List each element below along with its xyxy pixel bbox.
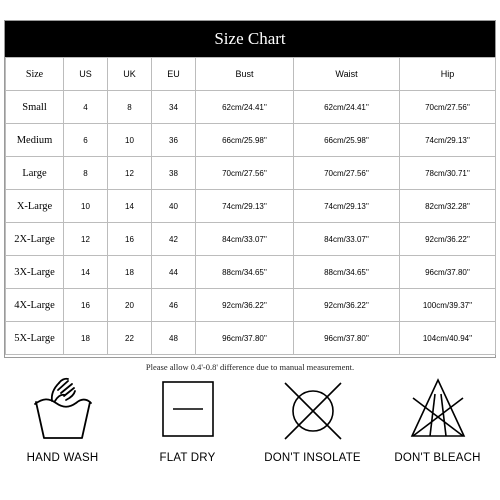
care-label-dont-bleach: DON'T BLEACH <box>394 452 481 464</box>
size-chart <box>4 20 496 372</box>
column-header-eu: EU <box>152 58 196 91</box>
table-row <box>6 91 496 124</box>
uk-cell: 8 <box>108 91 152 124</box>
eu-cell: 36 <box>152 124 196 157</box>
size-cell: 2X-Large <box>6 223 64 256</box>
waist-cell: 96cm/37.80'' <box>294 322 400 355</box>
care-item-flat-dry <box>125 368 250 500</box>
us-cell: 4 <box>64 91 108 124</box>
eu-cell: 38 <box>152 157 196 190</box>
table-row <box>6 190 496 223</box>
table-row <box>6 223 496 256</box>
bust-cell: 96cm/37.80'' <box>196 322 294 355</box>
eu-cell: 46 <box>152 289 196 322</box>
size-cell: Medium <box>6 124 64 157</box>
table-header-row <box>6 58 496 91</box>
column-header-hip: Hip <box>400 58 496 91</box>
uk-cell: 14 <box>108 190 152 223</box>
column-header-size: Size <box>6 58 64 91</box>
waist-cell: 62cm/24.41'' <box>294 91 400 124</box>
us-cell: 12 <box>64 223 108 256</box>
eu-cell: 42 <box>152 223 196 256</box>
waist-cell: 74cm/29.13'' <box>294 190 400 223</box>
care-label-flat-dry: FLAT DRY <box>159 452 216 464</box>
do-not-bleach-icon <box>407 374 469 444</box>
uk-cell: 12 <box>108 157 152 190</box>
uk-cell: 16 <box>108 223 152 256</box>
us-cell: 10 <box>64 190 108 223</box>
bust-cell: 84cm/33.07'' <box>196 223 294 256</box>
uk-cell: 20 <box>108 289 152 322</box>
care-item-hand-wash <box>0 368 125 500</box>
do-not-tumble-dry-icon <box>282 374 344 444</box>
bust-cell: 74cm/29.13'' <box>196 190 294 223</box>
waist-cell: 88cm/34.65'' <box>294 256 400 289</box>
hip-cell: 96cm/37.80'' <box>400 256 496 289</box>
size-cell: X-Large <box>6 190 64 223</box>
us-cell: 18 <box>64 322 108 355</box>
table-row <box>6 124 496 157</box>
us-cell: 16 <box>64 289 108 322</box>
table-row <box>6 289 496 322</box>
hip-cell: 100cm/39.37'' <box>400 289 496 322</box>
eu-cell: 40 <box>152 190 196 223</box>
hip-cell: 92cm/36.22'' <box>400 223 496 256</box>
bust-cell: 62cm/24.41'' <box>196 91 294 124</box>
hip-cell: 104cm/40.94'' <box>400 322 496 355</box>
care-item-dont-bleach <box>375 368 500 500</box>
size-chart-title: Size Chart <box>5 21 495 57</box>
size-cell: Small <box>6 91 64 124</box>
column-header-uk: UK <box>108 58 152 91</box>
size-cell: 3X-Large <box>6 256 64 289</box>
eu-cell: 34 <box>152 91 196 124</box>
flat-dry-icon <box>157 374 219 444</box>
bust-cell: 66cm/25.98'' <box>196 124 294 157</box>
size-cell: 4X-Large <box>6 289 64 322</box>
measurement-note: Please allow 0.4'-0.8' difference due to manual measurement. <box>145 361 355 372</box>
table-row <box>6 157 496 190</box>
hip-cell: 82cm/32.28'' <box>400 190 496 223</box>
waist-cell: 70cm/27.56'' <box>294 157 400 190</box>
column-header-waist: Waist <box>294 58 400 91</box>
care-instructions <box>0 368 500 500</box>
waist-cell: 92cm/36.22'' <box>294 289 400 322</box>
us-cell: 8 <box>64 157 108 190</box>
us-cell: 6 <box>64 124 108 157</box>
table-row <box>6 322 496 355</box>
care-label-hand-wash: HAND WASH <box>26 452 99 464</box>
size-cell: Large <box>6 157 64 190</box>
hip-cell: 78cm/30.71'' <box>400 157 496 190</box>
hip-cell: 74cm/29.13'' <box>400 124 496 157</box>
bust-cell: 88cm/34.65'' <box>196 256 294 289</box>
waist-cell: 84cm/33.07'' <box>294 223 400 256</box>
table-row <box>6 256 496 289</box>
bust-cell: 70cm/27.56'' <box>196 157 294 190</box>
waist-cell: 66cm/25.98'' <box>294 124 400 157</box>
uk-cell: 10 <box>108 124 152 157</box>
eu-cell: 44 <box>152 256 196 289</box>
size-cell: 5X-Large <box>6 322 64 355</box>
column-header-bust: Bust <box>196 58 294 91</box>
us-cell: 14 <box>64 256 108 289</box>
uk-cell: 18 <box>108 256 152 289</box>
hand-wash-icon <box>32 374 94 444</box>
eu-cell: 48 <box>152 322 196 355</box>
size-table <box>5 57 496 355</box>
care-label-dont-insolate: DON'T INSOLATE <box>264 452 361 464</box>
column-header-us: US <box>64 58 108 91</box>
hip-cell: 70cm/27.56'' <box>400 91 496 124</box>
bust-cell: 92cm/36.22'' <box>196 289 294 322</box>
uk-cell: 22 <box>108 322 152 355</box>
care-item-dont-insolate <box>250 368 375 500</box>
